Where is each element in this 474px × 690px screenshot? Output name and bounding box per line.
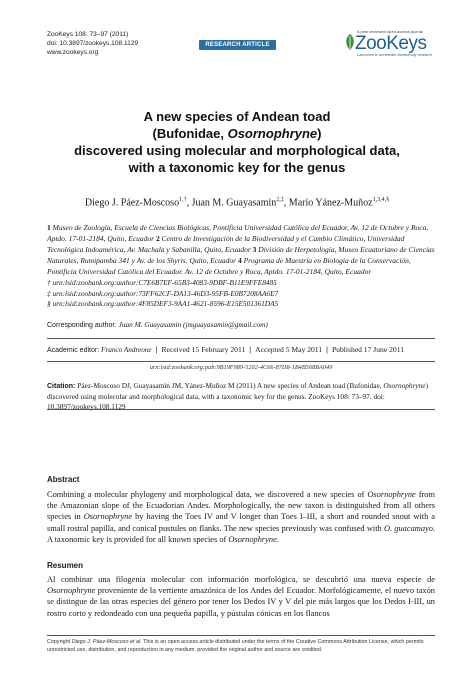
- journal-citation: ZooKeys 108: 73–97 (2011): [47, 31, 129, 38]
- editor-name: Franco Andreone: [101, 346, 152, 354]
- abstract-text: by having the Toes IV and V longer than Toes I–III, a short and rounded snout with a small rostral papilla, and conical pustules on flanks. The new species previously was confused with: [47, 512, 435, 533]
- logo-name: ZooKeys: [355, 33, 427, 54]
- resumen-body: [47, 574, 435, 619]
- separator: |: [155, 347, 158, 354]
- affiliation-text: Centro de Investigación de la Biodiversidad y el Cambio Climático, Universidad Tecnológica Indoamérica, Av. Machala y Sabanilla, Quito, Ecuador: [47, 234, 405, 255]
- genus-name: Osornophryne: [83, 512, 133, 522]
- publication-urn-link[interactable]: urn:lsid:zoobank.org:pub:9B19F989-5202-4C66-87D8-1B4B568BA049: [149, 364, 333, 371]
- urn-symbol: §: [47, 299, 51, 309]
- editorial-info: [47, 345, 435, 354]
- divider: [47, 361, 435, 362]
- title-line-4: with a taxonomic key for the genus: [128, 160, 346, 175]
- citation: [47, 381, 435, 411]
- resumen-heading: Resumen: [47, 561, 84, 570]
- journal-url[interactable]: www.zookeys.org: [47, 49, 99, 56]
- urn-link[interactable]: urn:lsid:zoobank.org:author:C7E6B7EF-65B3-4083-9DBF-B11E9FFE8485: [52, 278, 277, 287]
- author-affiliation-marks: 1,3,4,§: [372, 197, 390, 203]
- affiliations: [47, 222, 435, 277]
- species-name: O. guacamayo: [383, 523, 433, 533]
- affiliation-number: 1: [47, 223, 51, 232]
- divider: [47, 338, 435, 339]
- urn-item: [47, 299, 435, 310]
- genus-name: Osornophryne: [47, 586, 96, 596]
- citation-text: ) discovered using molecular and morphological data, with a taxonomic key for the genus. ZooKeys 108: 73–97. doi: 10.3897/zookeys.108.1129: [47, 381, 428, 411]
- separator: |: [326, 347, 328, 354]
- title-line-1: A new species of Andean toad: [143, 109, 331, 124]
- received-date: Received 15 February 2011: [161, 345, 246, 354]
- urn-symbol: †: [47, 278, 51, 287]
- citation-label: Citation:: [47, 383, 78, 390]
- resumen-text: proveniente de la vertiente amazónica de los Andes del Ecuador. Morfológicamente, el nuevo taxón se distingue de las otras especies del género por tener los Dedos IV y V del pie más largos que los Dedos I-III, un rostro corto y redondeado con una pequeña papilla, y pústulas cónicas en los flancos: [47, 586, 435, 618]
- copyright-text: This is an open access article distributed under the terms of the Creative Commons Attribution License, which permits unrestricted use, distribution, and reproduction in any medium, provided the original author and source are credited.: [47, 639, 424, 653]
- logo-tagline: A peer-reviewed open-access journal: [357, 29, 423, 34]
- separator: |: [249, 347, 252, 354]
- abstract-text: Combining a molecular phylogeny and morphological data, we discovered a new species of: [47, 490, 368, 499]
- genus-name: Osornophryne: [228, 534, 277, 544]
- title-line-2-post: ): [317, 126, 322, 141]
- abstract-text: from the Amazonian slope of the Ecuadorian Andes. Morphologically, the new taxon is distinguished from all others species in: [47, 490, 435, 522]
- corresponding-label: Corresponding author:: [47, 322, 119, 329]
- title-line-3: discovered using molecular and morphological data,: [74, 143, 400, 158]
- affiliation-number: 2: [155, 234, 160, 244]
- affiliation-text: División de Herpetología, Museo Ecuatoriano de Ciencias Naturales, Rumipamba 341 y Av. de los Shyris. Quito, Ecuador: [47, 245, 435, 266]
- header-doi[interactable]: doi: 10.3897/zookeys.108.1129: [47, 40, 139, 47]
- abstract-body: [47, 489, 435, 545]
- genus-name: Osornophryne: [367, 490, 416, 499]
- abstract-text: . A taxonomic key is provided for all known species of: [47, 523, 436, 544]
- resumen-text: Al combinar una filogenia molecular con información morfológica, se descubrió una nueva especie de: [47, 575, 435, 584]
- affiliation-text: Programa de Maestría en Biología de la Conservación, Pontificia Universidad Católica del Ecuador. Av. 12 de Octubre y Roca, Aptdo. 17-01-2184, Quito, Ecuador: [47, 256, 411, 277]
- author-affiliation-marks: 2,‡: [276, 197, 284, 203]
- corresponding-author: [47, 320, 435, 329]
- divider: [47, 409, 435, 410]
- title-line-2-pre: (Bufonidae,: [152, 126, 228, 141]
- citation-text: Páez-Moscoso DJ, Guayasamin JM, Yánez-Muñoz M (2011) A new species of Andean toad (Bufonidae,: [77, 381, 384, 390]
- corresponding-email-link[interactable]: (jmguayasamin@gmail.com): [181, 320, 268, 329]
- copyright-label: Copyright: [47, 639, 72, 645]
- published-date: Published 17 June 2011: [331, 345, 405, 354]
- urn-link[interactable]: urn:lsid:zoobank.org:author:73FF62CF-DA13-46D3-95FB-E0B7208AA6E7: [52, 288, 279, 298]
- abstract-text: .: [276, 534, 279, 544]
- divider: [47, 635, 435, 636]
- author-name: Juan M. Guayasamin: [191, 197, 277, 209]
- zookeys-logo: [343, 28, 433, 62]
- urn-symbol: ‡: [47, 288, 51, 298]
- logo-subtitle: Launched to accelerate biodiversity research: [357, 53, 433, 57]
- affiliation-number: 4: [237, 256, 242, 266]
- urn-item: [47, 289, 435, 300]
- urn-item: [47, 278, 435, 289]
- journal-header: [47, 30, 138, 57]
- article-title: [40, 108, 434, 176]
- abstract-heading: Abstract: [47, 475, 80, 484]
- author-list: Diego J. Páez-Moscoso$^{1,\dagger}$, Juan M. Guayasamin$^{2,\ddagger}$, Mario Yánez-Muñoz$^{1,3,4,\S}$: [84, 197, 390, 209]
- author-urn-list: [47, 278, 435, 310]
- author-affiliation-marks: 1,†: [179, 197, 187, 203]
- affiliation-number: 3: [252, 245, 257, 255]
- accepted-date: Accepted 5 May 2011: [255, 345, 323, 354]
- article-type-badge: RESEARCH ARTICLE: [199, 40, 276, 50]
- urn-link[interactable]: urn:lsid:zoobank.org:author:4F85DEF3-9AA1-4621-8596-E15E501361DA5: [52, 299, 279, 309]
- copyright-holder: Diego J. Páez-Moscoso et al.: [71, 639, 142, 645]
- affiliation-text: Museo de Zoología, Escuela de Ciencias Biológicas, Pontificia Universidad Católica del Ecuador, Av. 12 de Octubre y Roca, Aptdo. 17-01-2184, Quito, Ecuador: [47, 223, 429, 244]
- citation-genus: Osornophryne: [383, 381, 426, 390]
- author-name: Mario Yánez-Muñoz: [288, 197, 373, 209]
- copyright-notice: [47, 639, 435, 654]
- corresponding-name: Juan M. Guayasamin: [118, 320, 182, 329]
- editor-label: Academic editor:: [47, 347, 102, 354]
- author-name: Diego J. Páez-Moscoso: [84, 197, 180, 209]
- title-genus: Osornophryne: [227, 126, 318, 141]
